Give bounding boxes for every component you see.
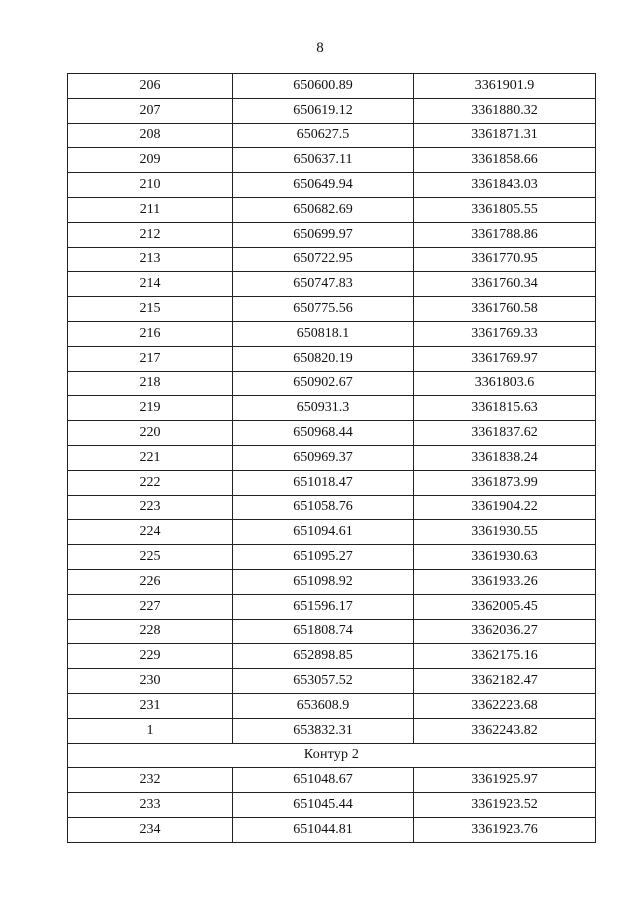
point-number-cell: 226 bbox=[68, 569, 233, 594]
y-coordinate-cell: 3361858.66 bbox=[414, 148, 596, 173]
table-row bbox=[68, 98, 596, 123]
x-coordinate-cell: 651044.81 bbox=[233, 817, 414, 842]
y-coordinate-cell: 3361880.32 bbox=[414, 98, 596, 123]
y-coordinate-cell: 3361838.24 bbox=[414, 445, 596, 470]
point-number-cell: 1 bbox=[68, 718, 233, 743]
point-number-cell: 209 bbox=[68, 148, 233, 173]
x-coordinate-cell: 653608.9 bbox=[233, 693, 414, 718]
section-header-row bbox=[68, 743, 596, 768]
table-row bbox=[68, 247, 596, 272]
point-number-cell: 223 bbox=[68, 495, 233, 520]
x-coordinate-cell: 650968.44 bbox=[233, 421, 414, 446]
y-coordinate-cell: 3361871.31 bbox=[414, 123, 596, 148]
point-number-cell: 229 bbox=[68, 644, 233, 669]
x-coordinate-cell: 650818.1 bbox=[233, 321, 414, 346]
x-coordinate-cell: 650649.94 bbox=[233, 173, 414, 198]
x-coordinate-cell: 653057.52 bbox=[233, 669, 414, 694]
table-row bbox=[68, 470, 596, 495]
y-coordinate-cell: 3361930.55 bbox=[414, 520, 596, 545]
table-row bbox=[68, 148, 596, 173]
table-row bbox=[68, 173, 596, 198]
table-row bbox=[68, 346, 596, 371]
x-coordinate-cell: 650902.67 bbox=[233, 371, 414, 396]
x-coordinate-cell: 650722.95 bbox=[233, 247, 414, 272]
y-coordinate-cell: 3361815.63 bbox=[414, 396, 596, 421]
y-coordinate-cell: 3361923.76 bbox=[414, 817, 596, 842]
point-number-cell: 232 bbox=[68, 768, 233, 793]
point-number-cell: 224 bbox=[68, 520, 233, 545]
point-number-cell: 221 bbox=[68, 445, 233, 470]
table-row bbox=[68, 520, 596, 545]
y-coordinate-cell: 3361873.99 bbox=[414, 470, 596, 495]
y-coordinate-cell: 3362005.45 bbox=[414, 594, 596, 619]
point-number-cell: 213 bbox=[68, 247, 233, 272]
y-coordinate-cell: 3361904.22 bbox=[414, 495, 596, 520]
table-row bbox=[68, 718, 596, 743]
point-number-cell: 218 bbox=[68, 371, 233, 396]
y-coordinate-cell: 3362036.27 bbox=[414, 619, 596, 644]
point-number-cell: 233 bbox=[68, 793, 233, 818]
point-number-cell: 206 bbox=[68, 74, 233, 99]
table-row bbox=[68, 817, 596, 842]
point-number-cell: 228 bbox=[68, 619, 233, 644]
y-coordinate-cell: 3361769.33 bbox=[414, 321, 596, 346]
table-row bbox=[68, 272, 596, 297]
y-coordinate-cell: 3362175.16 bbox=[414, 644, 596, 669]
table-row bbox=[68, 594, 596, 619]
point-number-cell: 214 bbox=[68, 272, 233, 297]
x-coordinate-cell: 651045.44 bbox=[233, 793, 414, 818]
x-coordinate-cell: 650747.83 bbox=[233, 272, 414, 297]
x-coordinate-cell: 651808.74 bbox=[233, 619, 414, 644]
table-row bbox=[68, 693, 596, 718]
coordinates-table bbox=[67, 73, 596, 843]
x-coordinate-cell: 650627.5 bbox=[233, 123, 414, 148]
y-coordinate-cell: 3361837.62 bbox=[414, 421, 596, 446]
point-number-cell: 231 bbox=[68, 693, 233, 718]
x-coordinate-cell: 650600.89 bbox=[233, 74, 414, 99]
point-number-cell: 208 bbox=[68, 123, 233, 148]
point-number-cell: 219 bbox=[68, 396, 233, 421]
coordinates-table-body bbox=[68, 74, 596, 843]
y-coordinate-cell: 3361760.34 bbox=[414, 272, 596, 297]
table-row bbox=[68, 371, 596, 396]
table-row bbox=[68, 222, 596, 247]
y-coordinate-cell: 3362223.68 bbox=[414, 693, 596, 718]
point-number-cell: 207 bbox=[68, 98, 233, 123]
section-title: Контур 2 bbox=[68, 743, 596, 768]
table-row bbox=[68, 197, 596, 222]
y-coordinate-cell: 3361843.03 bbox=[414, 173, 596, 198]
table-row bbox=[68, 74, 596, 99]
table-row bbox=[68, 495, 596, 520]
x-coordinate-cell: 650820.19 bbox=[233, 346, 414, 371]
x-coordinate-cell: 651095.27 bbox=[233, 545, 414, 570]
x-coordinate-cell: 651048.67 bbox=[233, 768, 414, 793]
table-row bbox=[68, 793, 596, 818]
table-row bbox=[68, 321, 596, 346]
point-number-cell: 234 bbox=[68, 817, 233, 842]
table-row bbox=[68, 421, 596, 446]
y-coordinate-cell: 3361923.52 bbox=[414, 793, 596, 818]
table-row bbox=[68, 396, 596, 421]
point-number-cell: 217 bbox=[68, 346, 233, 371]
page-number: 8 bbox=[316, 40, 324, 56]
y-coordinate-cell: 3361788.86 bbox=[414, 222, 596, 247]
table-row bbox=[68, 445, 596, 470]
y-coordinate-cell: 3362182.47 bbox=[414, 669, 596, 694]
table-row bbox=[68, 123, 596, 148]
table-row bbox=[68, 545, 596, 570]
point-number-cell: 222 bbox=[68, 470, 233, 495]
point-number-cell: 215 bbox=[68, 297, 233, 322]
point-number-cell: 212 bbox=[68, 222, 233, 247]
y-coordinate-cell: 3361803.6 bbox=[414, 371, 596, 396]
x-coordinate-cell: 650775.56 bbox=[233, 297, 414, 322]
table-row bbox=[68, 768, 596, 793]
point-number-cell: 211 bbox=[68, 197, 233, 222]
point-number-cell: 227 bbox=[68, 594, 233, 619]
y-coordinate-cell: 3361769.97 bbox=[414, 346, 596, 371]
x-coordinate-cell: 652898.85 bbox=[233, 644, 414, 669]
point-number-cell: 210 bbox=[68, 173, 233, 198]
point-number-cell: 230 bbox=[68, 669, 233, 694]
table-row bbox=[68, 619, 596, 644]
x-coordinate-cell: 651596.17 bbox=[233, 594, 414, 619]
y-coordinate-cell: 3361770.95 bbox=[414, 247, 596, 272]
point-number-cell: 225 bbox=[68, 545, 233, 570]
x-coordinate-cell: 651018.47 bbox=[233, 470, 414, 495]
x-coordinate-cell: 650682.69 bbox=[233, 197, 414, 222]
point-number-cell: 220 bbox=[68, 421, 233, 446]
x-coordinate-cell: 651098.92 bbox=[233, 569, 414, 594]
x-coordinate-cell: 650931.3 bbox=[233, 396, 414, 421]
table-row bbox=[68, 669, 596, 694]
x-coordinate-cell: 651058.76 bbox=[233, 495, 414, 520]
point-number-cell: 216 bbox=[68, 321, 233, 346]
y-coordinate-cell: 3361930.63 bbox=[414, 545, 596, 570]
x-coordinate-cell: 650619.12 bbox=[233, 98, 414, 123]
table-row bbox=[68, 644, 596, 669]
y-coordinate-cell: 3361760.58 bbox=[414, 297, 596, 322]
y-coordinate-cell: 3361925.97 bbox=[414, 768, 596, 793]
x-coordinate-cell: 653832.31 bbox=[233, 718, 414, 743]
x-coordinate-cell: 650699.97 bbox=[233, 222, 414, 247]
y-coordinate-cell: 3361805.55 bbox=[414, 197, 596, 222]
y-coordinate-cell: 3361933.26 bbox=[414, 569, 596, 594]
table-row bbox=[68, 297, 596, 322]
y-coordinate-cell: 3362243.82 bbox=[414, 718, 596, 743]
x-coordinate-cell: 650969.37 bbox=[233, 445, 414, 470]
x-coordinate-cell: 651094.61 bbox=[233, 520, 414, 545]
table-row bbox=[68, 569, 596, 594]
y-coordinate-cell: 3361901.9 bbox=[414, 74, 596, 99]
x-coordinate-cell: 650637.11 bbox=[233, 148, 414, 173]
